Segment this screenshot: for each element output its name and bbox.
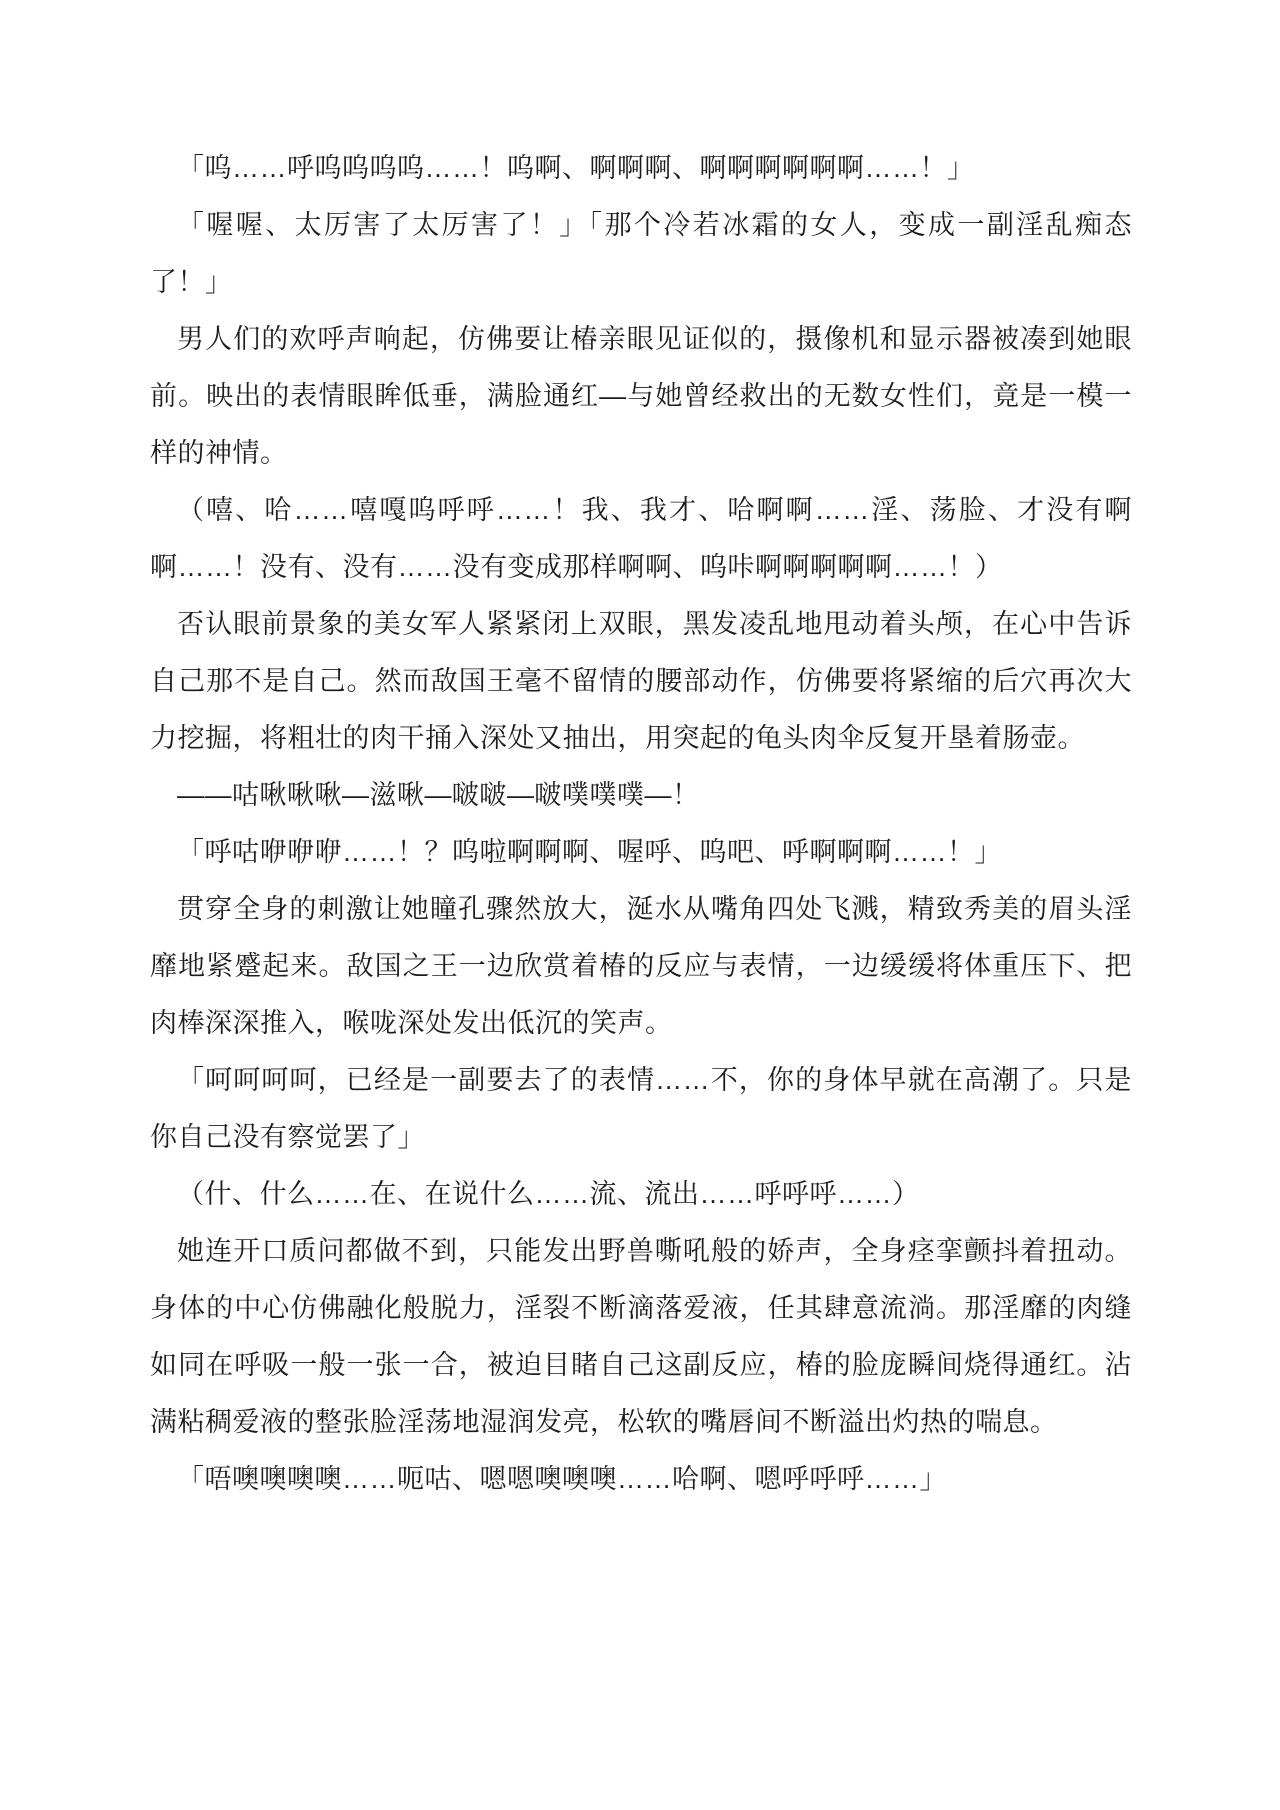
- paragraph-narration: 男人们的欢呼声响起，仿佛要让椿亲眼见证似的，摄像机和显示器被凑到她眼前。映出的表情眼眸低垂，满脸通红—与她曾经救出的无数女性们，竟是一模一样的神情。: [150, 324, 1132, 468]
- paragraph-dialogue: 「喔喔、太厉害了太厉害了！」「那个冷若冰霜的女人，变成一副淫乱痴态了！」: [150, 210, 1132, 297]
- paragraph-dialogue: 「呜……呼呜呜呜呜……！呜啊、啊啊啊、啊啊啊啊啊啊……！」: [177, 153, 975, 183]
- paragraph-narration: 贯穿全身的刺激让她瞳孔骤然放大，涎水从嘴角四处飞溅，精致秀美的眉头淫靡地紧蹙起来。敌国之王一边欣赏着椿的反应与表情，一边缓缓将体重压下、把肉棒深深推入，喉咙深处发出低沉的笑声。: [150, 894, 1132, 1038]
- paragraph-sfx: ——咕啾啾啾—滋啾—啵啵—啵噗噗噗—！: [177, 780, 700, 810]
- paragraph-dialogue: 「呼咕咿咿咿……！？呜啦啊啊啊、喔呼、呜吧、呼啊啊啊……！」: [177, 837, 1002, 867]
- paragraph-dialogue: 「呵呵呵呵，已经是一副要去了的表情……不，你的身体早就在高潮了。只是你自己没有察觉罢了」: [150, 1065, 1132, 1152]
- paragraph-narration: 否认眼前景象的美女军人紧紧闭上双眼，黑发凌乱地甩动着头颅，在心中告诉自己那不是自己。然而敌国王毫不留情的腰部动作，仿佛要将紧缩的后穴再次大力挖掘，将粗壮的肉干捅入深处又抽出，用突起的龟头肉伞反复开垦着肠壶。: [150, 609, 1132, 753]
- paragraph-dialogue: 「唔噢噢噢噢……呃咕、嗯嗯噢噢噢……哈啊、嗯呼呼呼……」: [177, 1464, 947, 1494]
- paragraph-thought: （什、什么……在、在说什么……流、流出……呼呼呼……）: [177, 1179, 920, 1209]
- paragraph-narration: 她连开口质问都做不到，只能发出野兽嘶吼般的娇声，全身痉挛颤抖着扭动。身体的中心仿佛融化般脱力，淫裂不断滴落爱液，任其肆意流淌。那淫靡的肉缝如同在呼吸一般一张一合，被迫目睹自己这副反应，椿的脸庞瞬间烧得通红。沾满粘稠爱液的整张脸淫荡地湿润发亮，松软的嘴唇间不断溢出灼热的喘息。: [150, 1236, 1132, 1437]
- paragraph-thought: （嘻、哈……嘻嘎呜呼呼……！我、我才、哈啊啊……淫、荡脸、才没有啊啊……！没有、没有……没有变成那样啊啊、呜咔啊啊啊啊啊……！）: [150, 495, 1132, 582]
- text-column: [150, 140, 1132, 1508]
